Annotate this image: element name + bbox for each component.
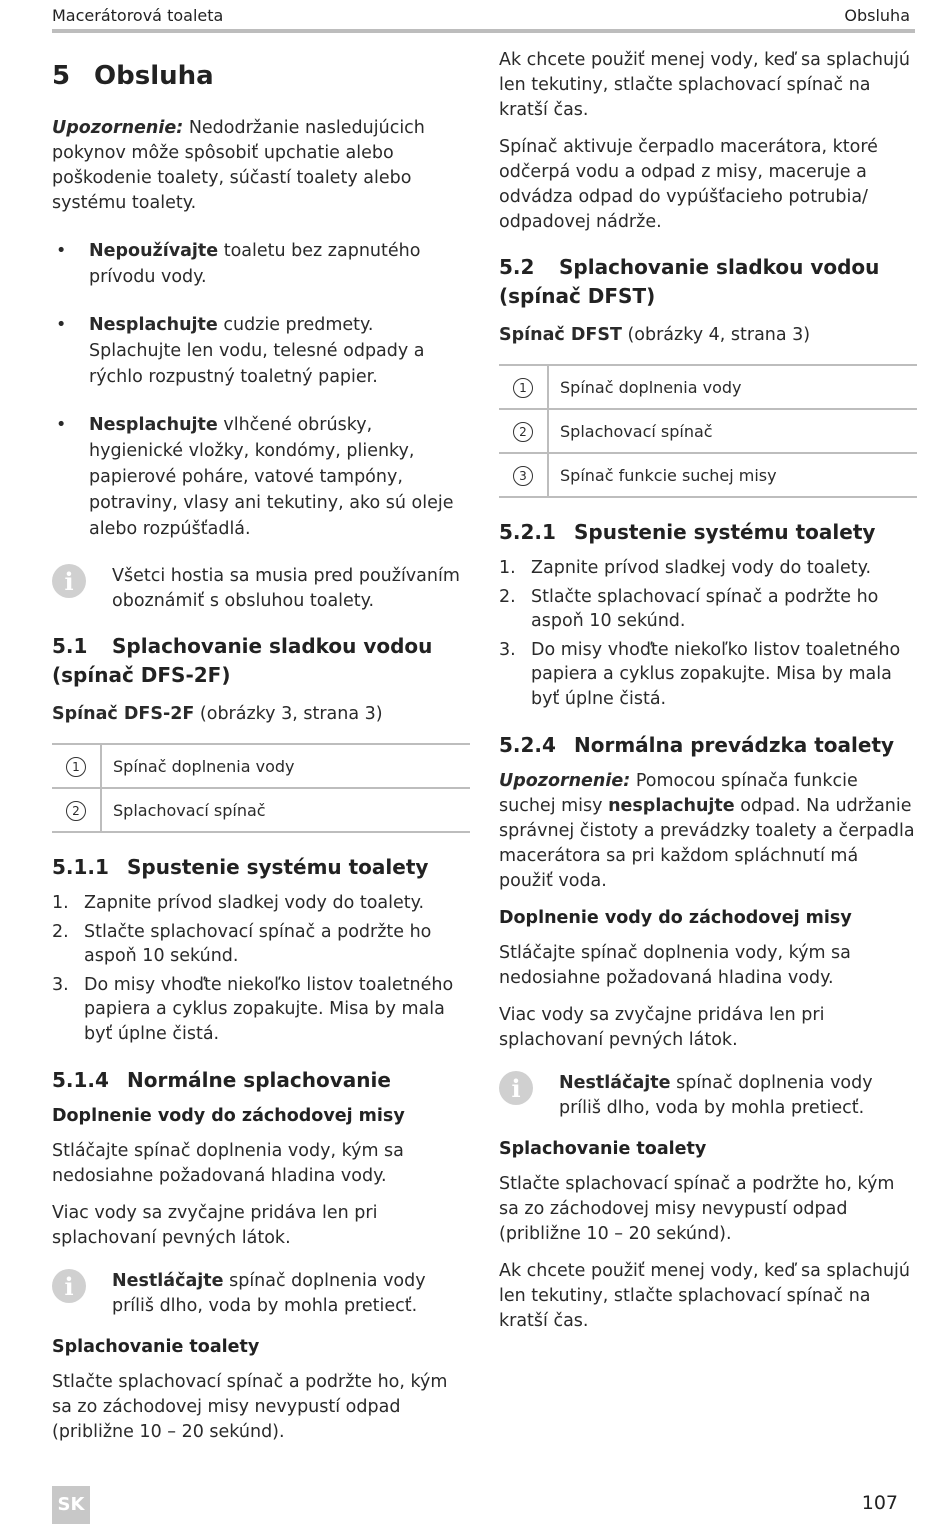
table-cell-number — [499, 365, 548, 409]
bullet-text: cudzie predmety. Splachujte len vodu, telesné odpady a rýchlo rozpustný toaletný papier. — [89, 315, 425, 387]
list-item — [52, 891, 470, 916]
page-number: 107 — [861, 1492, 898, 1514]
table-cell-label: Spínač funkcie suchej misy — [548, 453, 917, 497]
switch-name: Spínač DFS-2F — [52, 704, 195, 724]
step-text: Stlačte splachovací spínač a podržte ho aspoň 10 sekúnd. — [531, 586, 879, 631]
step-text: Zapnite prívod sladkej vody do toalety. — [84, 893, 425, 913]
language-badge: SK — [52, 1486, 90, 1524]
bullet-bold: Nesplachujte — [89, 415, 218, 435]
less-water-paragraph: Ak chcete použiť menej vody, keď sa splachujú len tekutiny, stlačte splachovací spínač na kratší čas. — [499, 50, 911, 120]
info-icon: i — [52, 564, 86, 598]
header-rule — [52, 29, 915, 33]
info-icon: i — [52, 1269, 86, 1303]
more-water-paragraph: Viac vody sa zvyčajne pridáva len pri splachovaní pevných látok. — [499, 1005, 825, 1050]
warning-paragraph — [499, 769, 917, 894]
subsection-title: Normálna prevádzka toalety — [574, 733, 895, 757]
subsection-heading-5-2-1 — [499, 518, 917, 546]
flush-heading: Splachovanie toalety — [52, 1337, 260, 1357]
warning-text: odpad. Na udržanie správnej čistoty a prevádzky toalety a čerpadla macerátora sa pri každom spláchnutí má použiť voda. — [499, 796, 915, 891]
refill-paragraph: Stláčajte spínač doplnenia vody, kým sa nedosiahne požadovaná hladina vody. — [499, 943, 851, 988]
subsection-title: Normálne splachovanie — [127, 1068, 391, 1092]
info-note — [52, 1269, 470, 1319]
subsection-title: Spustenie systému toalety — [127, 855, 429, 879]
step-text: Do misy vhoďte niekoľko listov toaletného papiera a cyklus zopakujte. Misa by mala byť úplne čistá. — [84, 974, 454, 1044]
list-item — [499, 638, 917, 712]
subsection-title: Spustenie systému toalety — [574, 520, 876, 544]
list-item — [52, 920, 470, 969]
list-item — [499, 585, 917, 634]
flush-heading: Splachovanie toalety — [499, 1139, 707, 1159]
warning-bullet-list — [52, 238, 470, 542]
bullet-text: vlhčené obrúsky, hygienické vložky, kondómy, plienky, papierové poháre, vatové tampóny, potraviny, vlasy ani tekutiny, ako sú oleje alebo rozpúšťadlá. — [89, 415, 454, 539]
step-number: 1. — [499, 558, 516, 578]
info-note-text: Všetci hostia sa musia pred používaním oboznámiť s obsluhou toalety. — [112, 566, 460, 611]
section-heading-5-2 — [499, 253, 917, 311]
table-row — [499, 365, 917, 409]
flush-paragraph: Stlačte splachovací spínač a podržte ho, kým sa zo záchodovej misy nevypustí odpad (približne 10 – 20 sekúnd). — [499, 1174, 895, 1244]
table-row — [52, 744, 470, 788]
warning-paragraph — [52, 116, 470, 216]
circled-number: 1 — [66, 757, 86, 777]
info-note — [52, 564, 470, 614]
bullet-symbol: • — [56, 415, 67, 435]
chapter-heading — [52, 60, 470, 92]
bullet-symbol: • — [56, 315, 67, 335]
switch-legend-table — [499, 364, 917, 498]
step-number: 1. — [52, 893, 69, 913]
bullet-bold: Nepoužívajte — [89, 241, 219, 261]
startup-steps — [499, 556, 917, 711]
step-number: 3. — [499, 639, 516, 660]
more-water-paragraph: Viac vody sa zvyčajne pridáva len pri splachovaní pevných látok. — [52, 1203, 378, 1248]
subsection-heading-5-1-4 — [52, 1066, 470, 1094]
warning-label: Upozornenie: — [499, 771, 631, 791]
section-number: 5.2 — [499, 255, 535, 279]
step-text: Do misy vhoďte niekoľko listov toaletného papiera a cyklus zopakujte. Misa by mala byť úplne čistá. — [531, 639, 901, 709]
pump-paragraph: Spínač aktivuje čerpadlo macerátora, ktoré odčerpá vodu a odpad z misy, maceruje a odvádza odpad do vypúšťacieho potrubia/ odpadovej nádrže. — [499, 137, 878, 232]
table-row — [499, 453, 917, 497]
table-row — [52, 788, 470, 832]
section-number: 5.1 — [52, 634, 88, 658]
table-cell-label: Spínač doplnenia vody — [548, 365, 917, 409]
info-icon: i — [499, 1071, 533, 1105]
bullet-item — [52, 312, 470, 390]
circled-number: 2 — [513, 422, 533, 442]
section-title: Splachovanie sladkou vodou (spínač DFS-2F) — [52, 634, 433, 687]
circled-number: 1 — [513, 378, 533, 398]
step-number: 3. — [52, 974, 69, 995]
circled-number: 2 — [66, 801, 86, 821]
switch-legend-table — [52, 743, 470, 833]
switch-reference: (obrázky 4, strana 3) — [621, 325, 811, 345]
step-text: Stlačte splachovací spínač a podržte ho aspoň 10 sekúnd. — [84, 921, 432, 966]
warning-text: Pomocou spínača funkcie suchej misy — [499, 771, 858, 816]
startup-steps — [52, 891, 470, 1046]
info-note — [499, 1071, 917, 1121]
switch-caption — [52, 702, 470, 727]
table-cell-number — [499, 409, 548, 453]
refill-heading: Doplnenie vody do záchodovej misy — [499, 908, 852, 928]
refill-paragraph: Stláčajte spínač doplnenia vody, kým sa nedosiahne požadovaná hladina vody. — [52, 1141, 404, 1186]
subsection-number: 5.1.1 — [52, 855, 109, 879]
subsection-number: 5.2.1 — [499, 520, 556, 544]
section-title: Splachovanie sladkou vodou (spínač DFST) — [499, 255, 880, 308]
list-item — [499, 556, 917, 581]
subsection-number: 5.1.4 — [52, 1068, 109, 1092]
subsection-heading-5-1-1 — [52, 853, 470, 881]
info-note-bold: Nestláčajte — [112, 1271, 224, 1291]
table-cell-number — [499, 453, 548, 497]
info-note-text: spínač doplnenia vody príliš dlho, voda by mohla pretiecť. — [112, 1271, 426, 1316]
table-cell-label: Spínač doplnenia vody — [101, 744, 470, 788]
subsection-heading-5-2-4 — [499, 731, 917, 759]
warning-bold: nesplachujte — [608, 796, 735, 816]
bullet-bold: Nesplachujte — [89, 315, 218, 335]
switch-caption — [499, 323, 917, 348]
flush-paragraph: Stlačte splachovací spínač a podržte ho, kým sa zo záchodovej misy nevypustí odpad (približne 10 – 20 sekúnd). — [52, 1372, 448, 1442]
switch-name: Spínač DFST — [499, 325, 622, 345]
right-column — [499, 48, 917, 1346]
section-heading-5-1 — [52, 632, 470, 690]
less-water-paragraph: Ak chcete použiť menej vody, keď sa splachujú len tekutiny, stlačte splachovací spínač na kratší čas. — [499, 1261, 911, 1331]
circled-number: 3 — [513, 466, 533, 486]
running-header-left: Macerátorová toaleta — [52, 6, 224, 25]
bullet-item — [52, 238, 470, 290]
step-number: 2. — [499, 586, 516, 607]
table-cell-number — [52, 788, 101, 832]
warning-text: Nedodržanie nasledujúcich pokynov môže spôsobiť upchatie alebo poškodenie toalety, súčastí toalety alebo systému toalety. — [52, 118, 425, 213]
table-cell-label: Splachovací spínač — [101, 788, 470, 832]
warning-label: Upozornenie: — [52, 118, 184, 138]
step-number: 2. — [52, 921, 69, 942]
subsection-number: 5.2.4 — [499, 733, 556, 757]
bullet-text: toaletu bez zapnutého prívodu vody. — [89, 241, 421, 287]
table-cell-number — [52, 744, 101, 788]
running-header-right: Obsluha — [844, 6, 910, 25]
table-cell-label: Splachovací spínač — [548, 409, 917, 453]
chapter-title: Obsluha — [94, 61, 214, 91]
bullet-item — [52, 412, 470, 542]
switch-reference: (obrázky 3, strana 3) — [194, 704, 383, 724]
table-row — [499, 409, 917, 453]
info-note-bold: Nestláčajte — [559, 1073, 671, 1093]
step-text: Zapnite prívod sladkej vody do toalety. — [531, 558, 872, 578]
refill-heading: Doplnenie vody do záchodovej misy — [52, 1106, 405, 1126]
info-note-text: spínač doplnenia vody príliš dlho, voda by mohla pretiecť. — [559, 1073, 873, 1118]
bullet-symbol: • — [56, 241, 67, 261]
list-item — [52, 973, 470, 1047]
chapter-number: 5 — [52, 61, 71, 91]
left-column — [52, 48, 470, 1457]
